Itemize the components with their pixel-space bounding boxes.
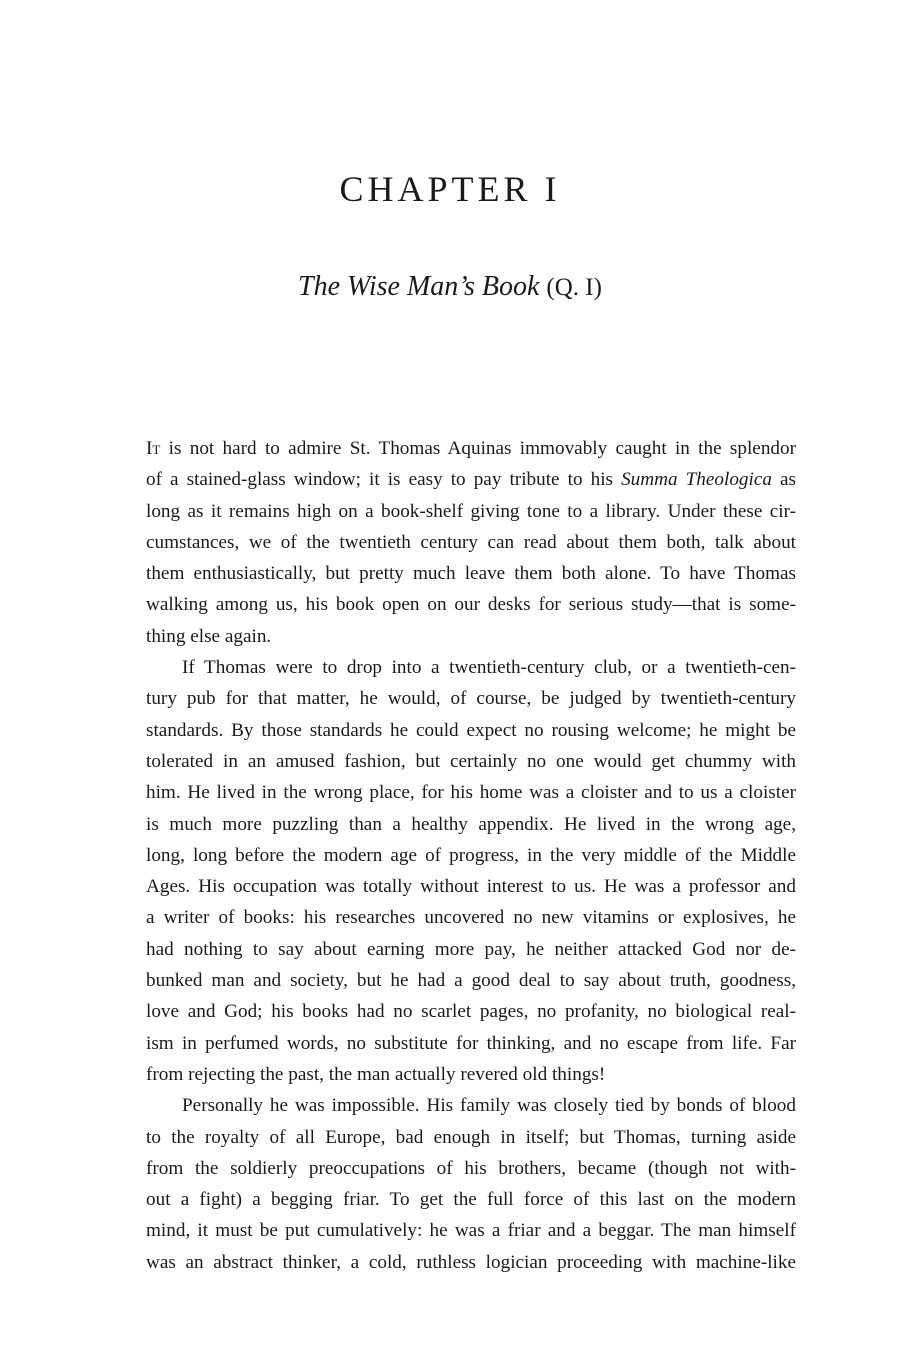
text-segment: walking among us, his book open on our desks for serious study—that is some- <box>146 594 796 616</box>
text-segment: long as it remains high on a book-shelf giving tone to a library. Under these cir- <box>146 500 796 522</box>
body-text <box>146 433 796 1278</box>
text-line <box>146 1184 796 1215</box>
paragraph <box>146 1090 796 1278</box>
text-segment: tolerated in an amused fashion, but certainly no one would get chummy with <box>146 750 796 772</box>
text-line <box>146 433 796 464</box>
text-segment: cumstances, we of the twentieth century can read about them both, talk about <box>146 531 796 553</box>
chapter-heading: CHAPTER I <box>339 169 561 209</box>
text-segment: ism in perfumed words, no substitute for thinking, and no escape from life. Far <box>146 1032 796 1054</box>
text-segment: love and God; his books had no scarlet pages, no profanity, no biological real- <box>146 1001 796 1023</box>
chapter-title: The Wise Man’s Book <box>298 271 540 302</box>
text-line <box>146 1247 796 1278</box>
text-line <box>146 1215 796 1246</box>
text-segment: mind, it must be put cumulatively: he was a friar and a beggar. The man himself <box>146 1220 796 1242</box>
text-segment: long, long before the modern age of progress, in the very middle of the Middle <box>146 844 796 866</box>
text-segment: from rejecting the past, the man actually revered old things! <box>146 1063 606 1085</box>
italic-title: Summa Theologica <box>621 469 772 491</box>
text-segment: them enthusiastically, but pretty much leave them both alone. To have Thomas <box>146 563 796 585</box>
text-segment: is not hard to admire St. Thomas Aquinas immovably caught in the splendor <box>160 438 796 459</box>
text-line <box>146 902 796 933</box>
text-line <box>146 1153 796 1184</box>
text-segment: had nothing to say about earning more pay, he neither attacked God nor de- <box>146 938 796 960</box>
chapter-subtitle <box>0 270 900 304</box>
text-line <box>146 871 796 902</box>
paragraph <box>146 652 796 1090</box>
text-segment: standards. By those standards he could expect no rousing welcome; he might be <box>146 719 796 741</box>
text-segment: him. He lived in the wrong place, for his home was a cloister and to us a cloister <box>146 782 796 804</box>
text-line <box>146 652 796 683</box>
text-line <box>146 746 796 777</box>
text-segment: a writer of books: his researches uncovered no new vitamins or explosives, he <box>146 907 796 929</box>
text-line <box>146 1028 796 1059</box>
text-segment: Personally he was impossible. His family was closely tied by bonds of blood <box>182 1095 796 1117</box>
text-segment: bunked man and society, but he had a good deal to say about truth, goodness, <box>146 970 796 992</box>
text-line <box>146 527 796 558</box>
text-line <box>146 1122 796 1153</box>
text-segment: from the soldierly preoccupations of his brothers, became (though not with- <box>146 1157 796 1179</box>
text-line <box>146 840 796 871</box>
drop-smallcaps: It <box>146 438 161 459</box>
question-reference: (Q. I) <box>546 274 602 301</box>
text-line <box>146 1090 796 1121</box>
text-segment: tury pub for that matter, he would, of course, be judged by twentieth-century <box>146 688 796 710</box>
text-segment: as <box>771 469 796 491</box>
text-line <box>146 934 796 965</box>
text-line <box>146 558 796 589</box>
text-line <box>146 589 796 620</box>
text-line <box>146 809 796 840</box>
text-line <box>146 496 796 527</box>
text-segment: of a stained-glass window; it is easy to pay tribute to his <box>146 469 622 491</box>
text-line <box>146 965 796 996</box>
paragraph <box>146 433 796 652</box>
text-line <box>146 777 796 808</box>
text-segment: was an abstract thinker, a cold, ruthless logician proceeding with machine-like <box>146 1251 796 1273</box>
text-segment: out a fight) a begging friar. To get the full force of this last on the modern <box>146 1189 796 1211</box>
text-segment: is much more puzzling than a healthy appendix. He lived in the wrong age, <box>146 813 796 835</box>
text-segment: If Thomas were to drop into a twentieth-century club, or a twentieth-cen- <box>182 657 796 679</box>
text-line <box>146 996 796 1027</box>
text-line <box>146 683 796 714</box>
text-line <box>146 1059 796 1090</box>
text-segment: thing else again. <box>146 625 272 647</box>
text-line <box>146 621 796 652</box>
text-line <box>146 715 796 746</box>
text-line <box>146 464 796 495</box>
text-segment: to the royalty of all Europe, bad enough in itself; but Thomas, turning aside <box>146 1126 796 1148</box>
text-segment: Ages. His occupation was totally without interest to us. He was a professor and <box>146 876 796 898</box>
